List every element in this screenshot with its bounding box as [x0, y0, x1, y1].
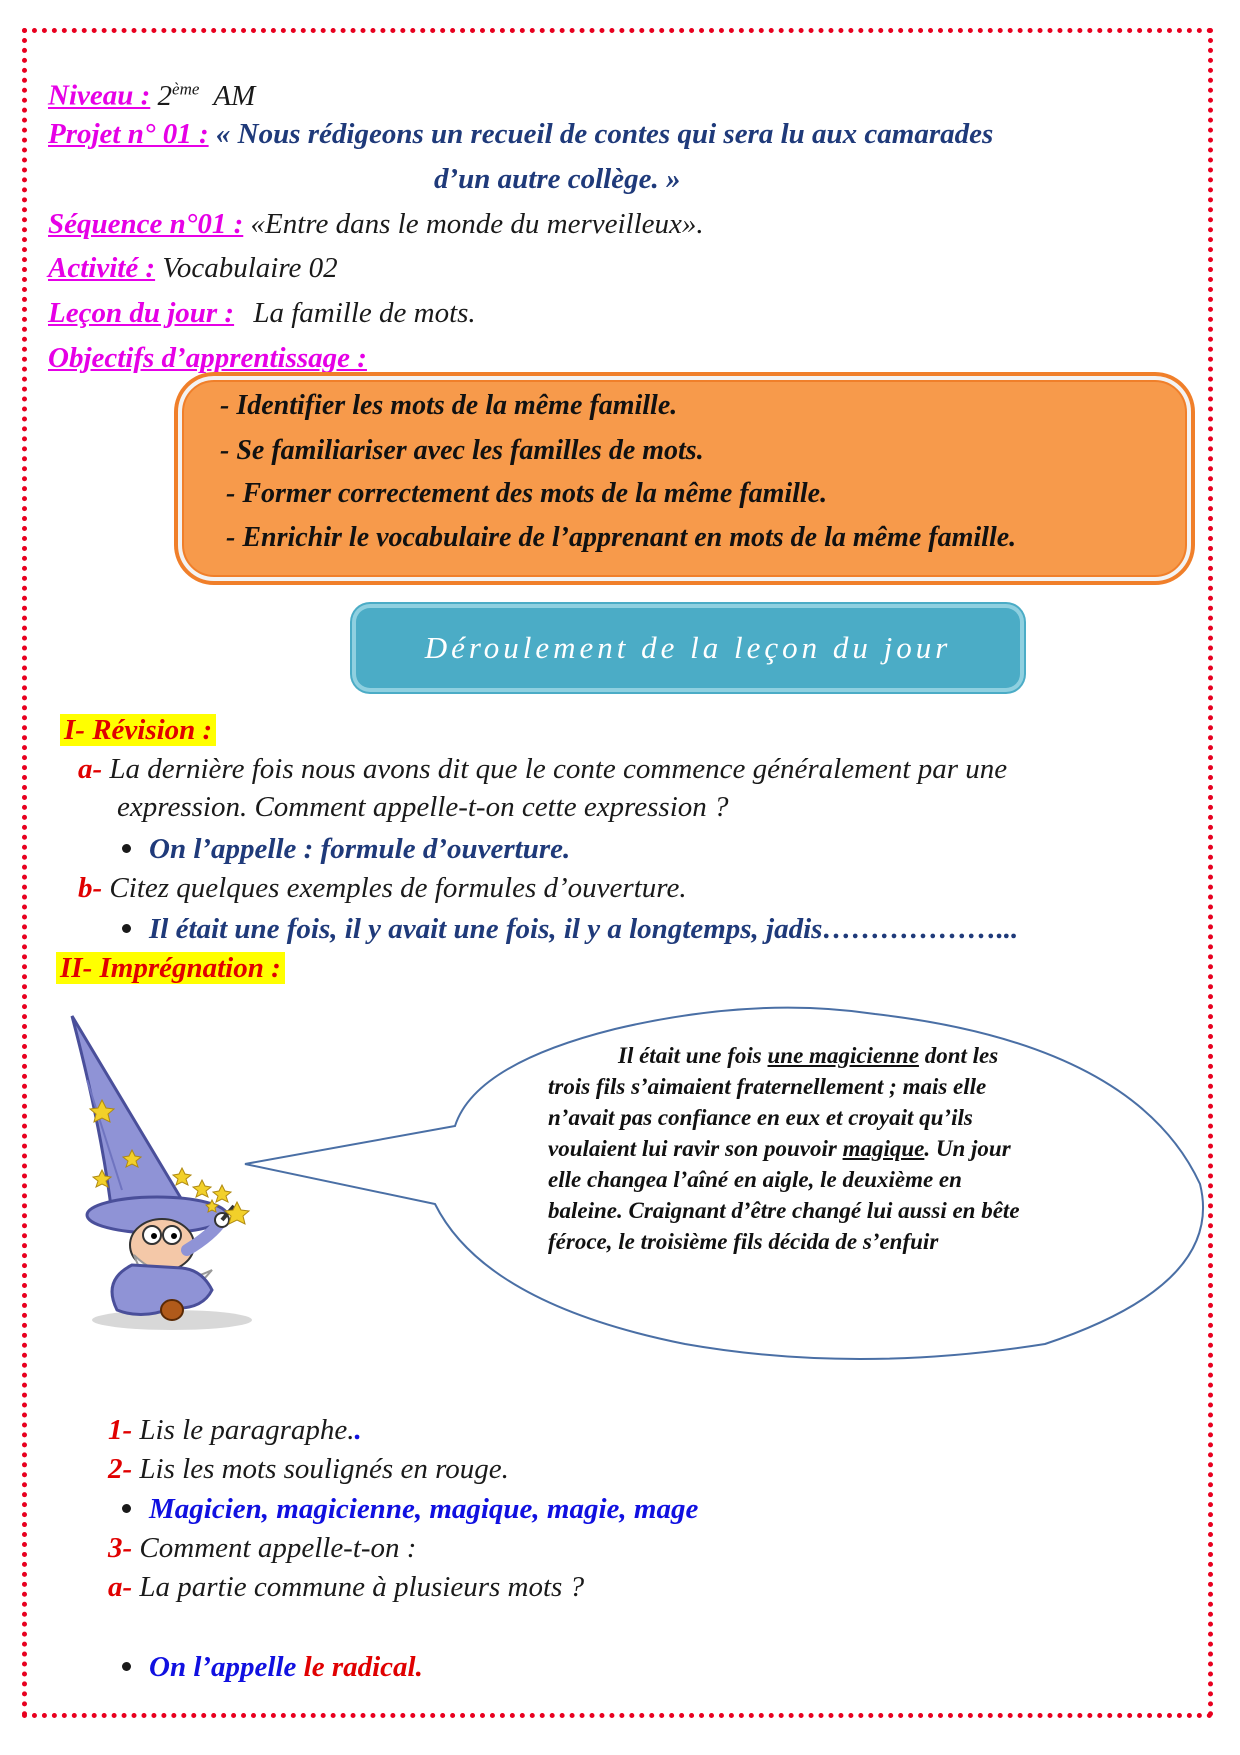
marker-a: a-	[78, 753, 103, 785]
revision-a-line2: expression. Comment appelle-t-on cette expression ?	[117, 791, 729, 823]
bubble-text: Il était une fois une magicienne dont les trois fils s’aimaient fraternellement ; mais elle n’avait pas confiance en eux et croyait qu’ils voulaient lui ravir son pouvoir magique. Un jour elle changea l’aîné en aigle, le deuxième en baleine. Craignant d’être changé lui aussi en bête féroce, le troisième fils décida de s’enfuir	[548, 1043, 1020, 1254]
final-answer: On l’appelle le radical.	[122, 1650, 423, 1684]
marker-b: b-	[78, 872, 103, 904]
objective-item: - Se familiariser avec les familles de mots.	[220, 435, 704, 466]
question-1: 1- Lis le paragraphe..	[108, 1414, 362, 1446]
activite-label: Activité :	[48, 252, 156, 284]
projet-value-cont: d’un autre collège. »	[434, 163, 681, 195]
deroulement-title: Déroulement de la leçon du jour	[356, 608, 1020, 688]
niveau-label: Niveau :	[48, 79, 151, 112]
revision-a-answer: On l’appelle : formule d’ouverture.	[122, 832, 570, 866]
objectifs-label: Objectifs d’apprentissage :	[48, 342, 367, 374]
bullet-icon	[122, 1504, 131, 1513]
niveau-row	[48, 72, 255, 113]
bullet-icon	[122, 1662, 131, 1671]
objective-item: - Enrichir le vocabulaire de l’apprenant en mots de la même famille.	[226, 522, 1017, 553]
objectifs-row	[48, 341, 367, 375]
revision-heading: I- Révision :	[60, 713, 216, 747]
bullet-icon	[122, 844, 131, 853]
activite-value: Vocabulaire 02	[162, 252, 338, 284]
projet-label: Projet n° 01 :	[48, 118, 209, 150]
projet-row	[48, 117, 993, 151]
activite-row	[48, 251, 338, 285]
question-3a: a- La partie commune à plusieurs mots ?	[108, 1571, 585, 1603]
revision-b-answer: Il était une fois, il y avait une fois, il y a longtemps, jadis………………...	[122, 912, 1018, 946]
revision-a: a- La dernière fois nous avons dit que le conte commence généralement par une	[78, 753, 1008, 785]
lecon-label: Leçon du jour :	[48, 297, 235, 329]
sequence-value: «Entre dans le monde du merveilleux».	[250, 208, 704, 240]
objective-item: - Former correctement des mots de la même famille.	[226, 478, 828, 509]
projet-value: « Nous rédigeons un recueil de contes qui sera lu aux camarades	[215, 118, 994, 150]
bullet-icon	[122, 924, 131, 933]
impregnation-heading: II- Imprégnation :	[56, 951, 285, 985]
revision-b: b- Citez quelques exemples de formules d’ouverture.	[78, 872, 687, 904]
lecon-value: La famille de mots.	[253, 297, 476, 329]
niveau-value: 2ème AM	[157, 79, 256, 112]
question-3: 3- Comment appelle-t-on :	[108, 1532, 417, 1564]
question-2: 2- Lis les mots soulignés en rouge.	[108, 1453, 509, 1485]
question-2-answer: Magicien, magicienne, magique, magie, mage	[122, 1492, 698, 1526]
objective-item: - Identifier les mots de la même famille.	[220, 390, 678, 421]
sequence-row	[48, 207, 704, 241]
objectives-box	[178, 376, 1191, 581]
sequence-label: Séquence n°01 :	[48, 208, 244, 240]
lecon-row	[48, 296, 476, 330]
